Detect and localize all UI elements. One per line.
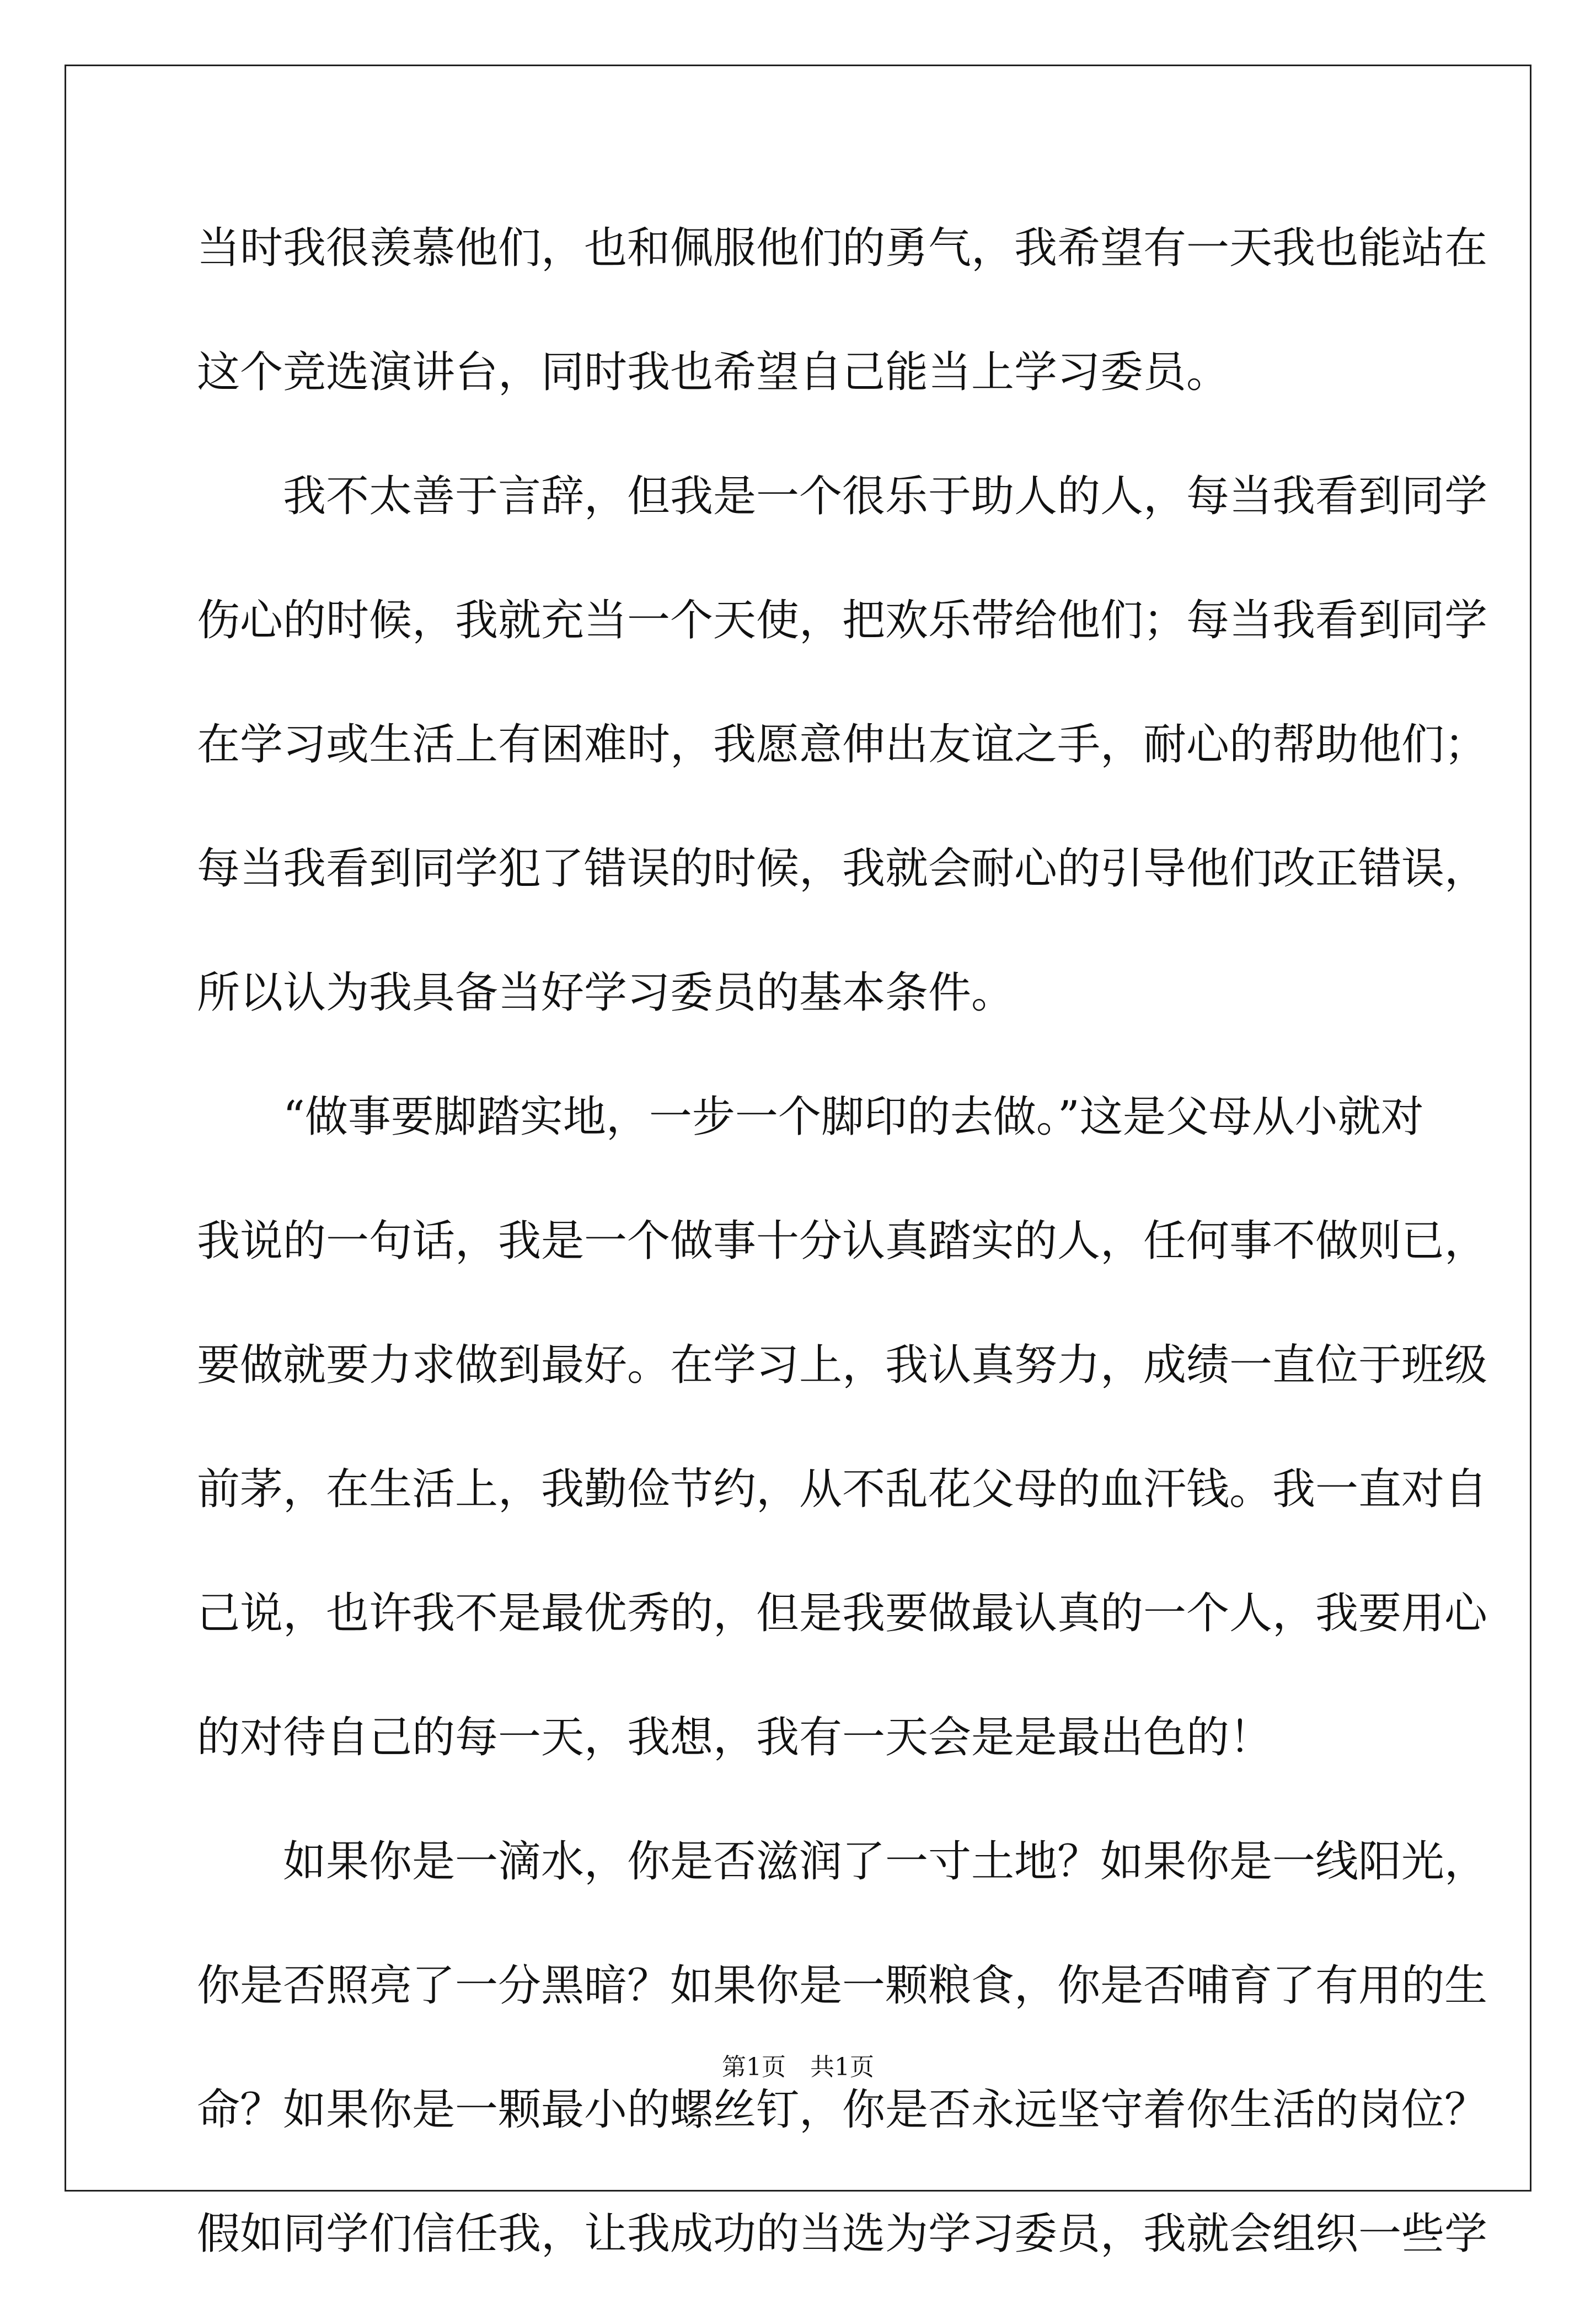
text-line: 的对待自己的每一天，我想，我有一天会是是最出色的！ xyxy=(197,1713,1273,1762)
text-line: 命？如果你是一颗最小的螺丝钉，你是否永远坚守着你生活的岗位？ xyxy=(197,2085,1488,2135)
text-line: 前茅，在生活上，我勤俭节约，从不乱花父母的血汗钱。我一直对自 xyxy=(197,1465,1488,1514)
text-line: 我说的一句话，我是一个做事十分认真踏实的人，任何事不做则已， xyxy=(197,1216,1488,1266)
text-line: 己说，也许我不是最优秀的，但是我要做最认真的一个人，我要用心 xyxy=(197,1589,1488,1638)
text-line: 每当我看到同学犯了错误的时候，我就会耐心的引导他们改正错误， xyxy=(197,844,1488,894)
text-line: 这个竞选演讲台，同时我也希望自己能当上学习委员。 xyxy=(197,348,1230,397)
text-line: 你是否照亮了一分黑暗？如果你是一颗粮食，你是否哺育了有用的生 xyxy=(197,1961,1488,2011)
text-line: 在学习或生活上有困难时，我愿意伸出友谊之手，耐心的帮助他们； xyxy=(197,720,1488,769)
text-line: 我不太善于言辞，但我是一个很乐于助人的人，每当我看到同学 xyxy=(197,472,1488,521)
body-text xyxy=(197,204,1488,2314)
text-line: 伤心的时候，我就充当一个天使，把欢乐带给他们；每当我看到同学 xyxy=(197,596,1488,645)
page-number-footer: 第1页 共1页 xyxy=(722,2053,874,2081)
text-line: 假如同学们信任我，让我成功的当选为学习委员，我就会组织一些学 xyxy=(197,2209,1488,2259)
text-line: 要做就要力求做到最好。在学习上，我认真努力，成绩一直位于班级 xyxy=(197,1340,1488,1390)
text-line: 如果你是一滴水，你是否滋润了一寸土地？如果你是一线阳光， xyxy=(197,1837,1488,1887)
text-line: 当时我很羡慕他们，也和佩服他们的勇气，我希望有一天我也能站在 xyxy=(197,223,1488,273)
text-line: 所以认为我具备当好学习委员的基本条件。 xyxy=(197,968,1015,1018)
text-line: “做事要脚踏实地，一步一个脚印的去做。”这是父母从小就对 xyxy=(197,1092,1424,1142)
